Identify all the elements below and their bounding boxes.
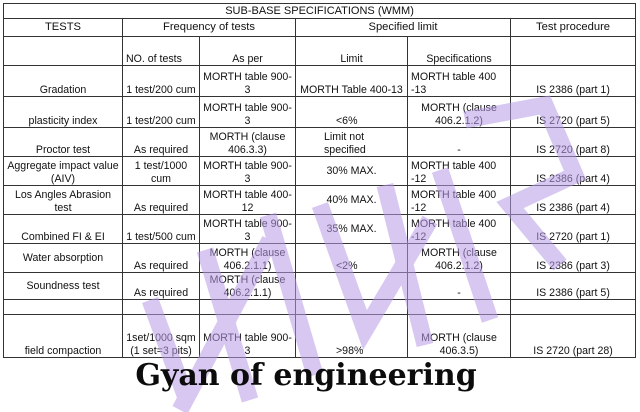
cell-procedure: IS 2386 (part 4) — [511, 157, 636, 186]
header-row — [4, 19, 636, 37]
cell-as-per: MORTH table 900-3 — [200, 315, 296, 358]
cell-as-per — [200, 300, 296, 315]
cell-limit — [296, 300, 408, 315]
cell-limit: 35% MAX. — [296, 215, 408, 244]
table-row — [4, 97, 636, 128]
cell-procedure: IS 2720 (part 28) — [511, 315, 636, 358]
cell-no-of-tests: 1 test/200 cum — [123, 66, 200, 97]
cell-limit: <2% — [296, 244, 408, 273]
cell-no-of-tests: 1 test/200 cum — [123, 97, 200, 128]
title-row — [4, 4, 636, 19]
cell-test: Aggregate impact value (AIV) — [4, 157, 123, 186]
header-specified-limit: Specified limit — [296, 19, 511, 37]
cell-limit: <6% — [296, 97, 408, 128]
cell-specifications: MORTH table 400 -12 — [408, 186, 511, 215]
header-frequency: Frequency of tests — [123, 19, 296, 37]
cell-limit: 40% MAX. — [296, 186, 408, 215]
table-row — [4, 66, 636, 97]
cell-procedure — [511, 300, 636, 315]
cell-no-of-tests: 1 test/1000 cum — [123, 157, 200, 186]
cell-procedure: IS 2386 (part 1) — [511, 66, 636, 97]
cell-specifications: MORTH (clause 406.3.5) — [408, 315, 511, 358]
cell-as-per: MORTH table 900-3 — [200, 66, 296, 97]
cell-no-of-tests: As required — [123, 244, 200, 273]
cell-test: Los Angles Abrasion test — [4, 186, 123, 215]
cell-procedure: IS 2386 (part 3) — [511, 244, 636, 273]
cell-limit: >98% — [296, 315, 408, 358]
table-row — [4, 157, 636, 186]
cell-test: field compaction — [4, 315, 123, 358]
cell-test: plasticity index — [4, 97, 123, 128]
cell-specifications: - — [408, 273, 511, 300]
cell-specifications: MORTH table 400 -12 — [408, 215, 511, 244]
cell-procedure: IS 2720 (part 8) — [511, 128, 636, 157]
cell-test — [4, 300, 123, 315]
subheader-procedure-empty — [511, 37, 636, 66]
subheader-row — [4, 37, 636, 66]
table-row — [4, 315, 636, 358]
cell-as-per: MORTH table 900-3 — [200, 157, 296, 186]
cell-specifications — [408, 300, 511, 315]
specifications-table — [3, 3, 636, 358]
cell-as-per: MORTH table 400-12 — [200, 186, 296, 215]
cell-specifications: MORTH table 400 -12 — [408, 157, 511, 186]
cell-test: Water absorption — [4, 244, 123, 273]
cell-limit — [296, 273, 408, 300]
table-row — [4, 244, 636, 273]
table-row — [4, 186, 636, 215]
cell-procedure: IS 2720 (part 5) — [511, 97, 636, 128]
subheader-limit: Limit — [296, 37, 408, 66]
cell-limit: 30% MAX. — [296, 157, 408, 186]
subheader-no-of-tests: NO. of tests — [123, 37, 200, 66]
cell-specifications: MORTH (clause 406.2.1.2) — [408, 97, 511, 128]
cell-test: Soundness test — [4, 273, 123, 300]
header-test-procedure: Test procedure — [511, 19, 636, 37]
cell-procedure: IS 2720 (part 1) — [511, 215, 636, 244]
cell-test: Proctor test — [4, 128, 123, 157]
cell-as-per: MORTH table 900-3 — [200, 215, 296, 244]
table-row — [4, 300, 636, 315]
subheader-specifications: Specifications — [408, 37, 511, 66]
subheader-as-per: As per — [200, 37, 296, 66]
cell-as-per: MORTH (clause 406.2.1.1) — [200, 273, 296, 300]
cell-no-of-tests — [123, 300, 200, 315]
cell-as-per: MORTH (clause 406.2.1.1) — [200, 244, 296, 273]
cell-specifications: MORTH table 400 -13 — [408, 66, 511, 97]
cell-as-per: MORTH (clause 406.3.3) — [200, 128, 296, 157]
subheader-empty — [4, 37, 123, 66]
cell-as-per: MORTH table 900-3 — [200, 97, 296, 128]
cell-limit: Limit not specified — [296, 128, 408, 157]
cell-test: Combined FI & EI — [4, 215, 123, 244]
header-tests: TESTS — [4, 19, 123, 37]
table-body — [4, 66, 636, 358]
cell-specifications: MORTH (clause 406.2.1.2) — [408, 244, 511, 273]
table-title: SUB-BASE SPECIFICATIONS (WMM) — [4, 4, 636, 19]
cell-procedure: IS 2386 (part 4) — [511, 186, 636, 215]
table-row — [4, 273, 636, 300]
cell-no-of-tests: 1 test/500 cum — [123, 215, 200, 244]
table-row — [4, 215, 636, 244]
cell-procedure: IS 2386 (part 5) — [511, 273, 636, 300]
cell-no-of-tests: 1set/1000 sqm (1 set=3 pits) — [123, 315, 200, 358]
cell-no-of-tests: As required — [123, 128, 200, 157]
table-row — [4, 128, 636, 157]
cell-test: Gradation — [4, 66, 123, 97]
cell-no-of-tests: As required — [123, 273, 200, 300]
cell-specifications: - — [408, 128, 511, 157]
cell-limit: MORTH Table 400-13 — [296, 66, 408, 97]
footer-title: Gyan of engineering — [135, 358, 477, 393]
cell-no-of-tests: As required — [123, 186, 200, 215]
